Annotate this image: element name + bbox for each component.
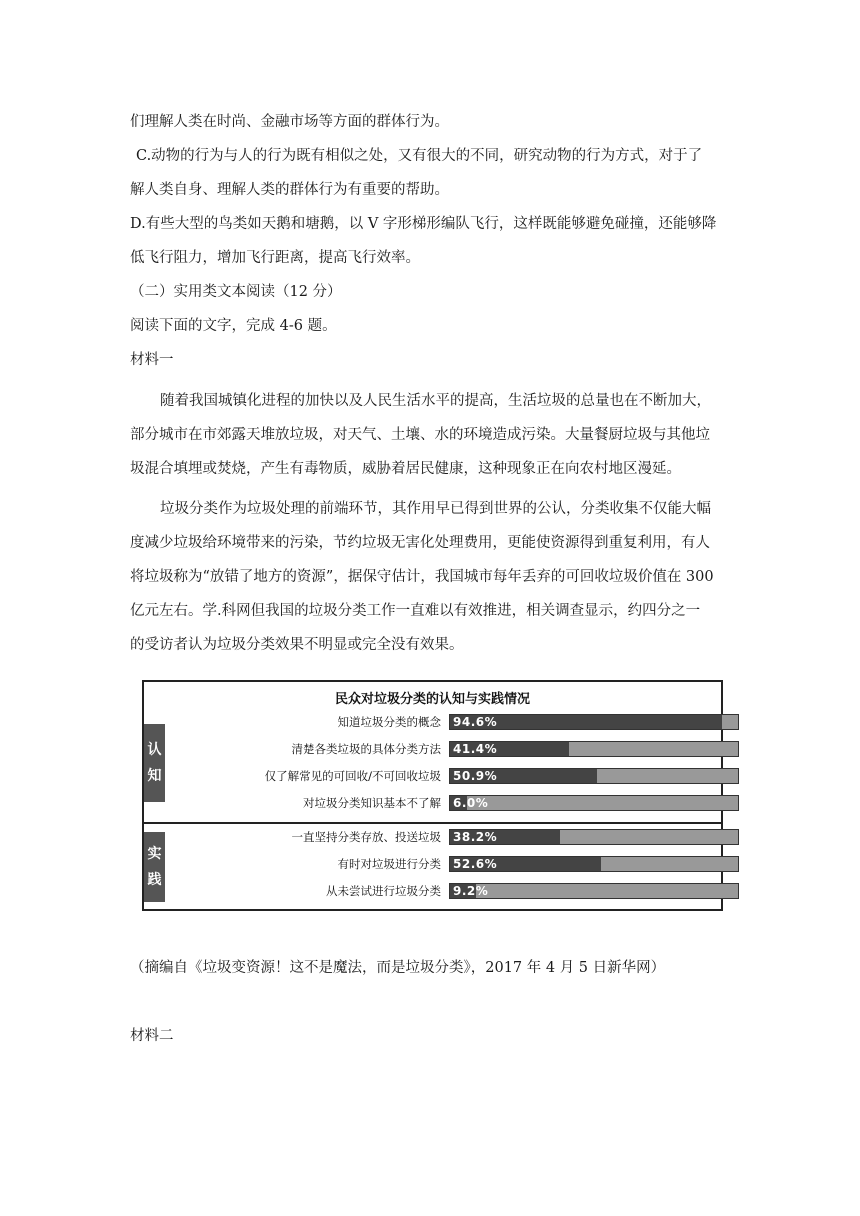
option-d-line2: 低飞行阻力，增加飞行距离，提高飞行效率。 bbox=[130, 250, 420, 266]
awareness-practice-chart bbox=[142, 680, 723, 911]
chart-group-char: 知 bbox=[147, 768, 162, 784]
bar-track bbox=[449, 714, 739, 730]
bar-label: 有时对垃圾进行分类 bbox=[337, 857, 441, 871]
chart-row bbox=[174, 768, 714, 784]
option-d-line1: D.有些大型的鸟类如天鹅和塘鹅，以 V 字形梯形编队飞行，这样既能够避免碰撞，还能够降 bbox=[130, 216, 717, 232]
paragraph2-line2: 度减少垃圾给环境带来的污染，节约垃圾无害化处理费用，更能使资源得到重复利用，有人 bbox=[130, 535, 710, 551]
paragraph1-line1: 随着我国城镇化进程的加快以及人民生活水平的提高，生活垃圾的总量也在不断加大， bbox=[160, 393, 711, 409]
chart-group-label bbox=[144, 724, 165, 802]
bar-value-label: 9.2% bbox=[453, 884, 489, 898]
paragraph1-line3: 圾混合填埋或焚烧，产生有毒物质，威胁着居民健康，这种现象正在向农村地区漫延。 bbox=[130, 461, 681, 477]
chart-group-label bbox=[144, 832, 165, 902]
bar-label: 从未尝试进行垃圾分类 bbox=[326, 884, 441, 898]
bar-label: 清楚各类垃圾的具体分类方法 bbox=[291, 742, 441, 756]
chart-row bbox=[174, 741, 714, 757]
paragraph2-line3: 将垃圾称为“放错了地方的资源”，据保守估计，我国城市每年丢弃的可回收垃圾价值在 300 bbox=[130, 569, 714, 585]
chart-group-char: 实 bbox=[147, 846, 162, 862]
bar-value-label: 94.6% bbox=[453, 715, 498, 729]
bar-label: 仅了解常见的可回收/不可回收垃圾 bbox=[264, 769, 441, 783]
paragraph2-line5: 的受访者认为垃圾分类效果不明显或完全没有效果。 bbox=[130, 637, 464, 653]
chart-row bbox=[174, 714, 714, 730]
bar-label: 一直坚持分类存放、投送垃圾 bbox=[291, 830, 441, 844]
bar-value-label: 52.6% bbox=[453, 857, 498, 871]
bar-value-label: 41.4% bbox=[453, 742, 498, 756]
bar-track bbox=[449, 829, 739, 845]
bar-track bbox=[449, 768, 739, 784]
material2-label: 材料二 bbox=[130, 1028, 174, 1044]
text-line: 们理解人类在时尚、金融市场等方面的群体行为。 bbox=[130, 114, 449, 130]
source-citation: （摘编自《垃圾变资源！这不是魔法，而是垃圾分类》，2017 年 4 月 5 日新华网） bbox=[130, 960, 666, 976]
bar-track bbox=[449, 856, 739, 872]
chart-title: 民众对垃圾分类的认知与实践情况 bbox=[334, 692, 530, 707]
bar-value-label: 38.2% bbox=[453, 830, 498, 844]
instruction: 阅读下面的文字，完成 4-6 题。 bbox=[130, 318, 337, 334]
chart-divider bbox=[144, 822, 721, 824]
paragraph2-line1: 垃圾分类作为垃圾处理的前端环节，其作用早已得到世界的公认，分类收集不仅能大幅 bbox=[160, 501, 711, 517]
chart-row bbox=[174, 856, 714, 872]
paragraph2-line4: 亿元左右。学.科网但我国的垃圾分类工作一直难以有效推进，相关调查显示，约四分之一 bbox=[130, 603, 701, 619]
bar-value-label: 6.0% bbox=[453, 796, 489, 810]
material1-label: 材料一 bbox=[130, 352, 174, 368]
bar-label: 知道垃圾分类的概念 bbox=[337, 715, 441, 729]
chart-row bbox=[174, 829, 714, 845]
chart-row bbox=[174, 883, 714, 899]
bar-label: 对垃圾分类知识基本不了解 bbox=[303, 796, 441, 810]
bar-track bbox=[449, 741, 739, 757]
bar-track bbox=[449, 883, 739, 899]
section-heading: （二）实用类文本阅读（12 分） bbox=[130, 284, 342, 300]
option-c-line1: C.动物的行为与人的行为既有相似之处，又有很大的不同，研究动物的行为方式，对于了 bbox=[136, 148, 703, 164]
bar-track bbox=[449, 795, 739, 811]
paragraph1-line2: 部分城市在市郊露天堆放垃圾，对天气、土壤、水的环境造成污染。大量餐厨垃圾与其他垃 bbox=[130, 427, 710, 443]
chart-group-char: 践 bbox=[147, 872, 162, 888]
chart-row bbox=[174, 795, 714, 811]
chart-group-char: 认 bbox=[147, 742, 162, 758]
bar-value-label: 50.9% bbox=[453, 769, 498, 783]
option-c-line2: 解人类自身、理解人类的群体行为有重要的帮助。 bbox=[130, 182, 449, 198]
